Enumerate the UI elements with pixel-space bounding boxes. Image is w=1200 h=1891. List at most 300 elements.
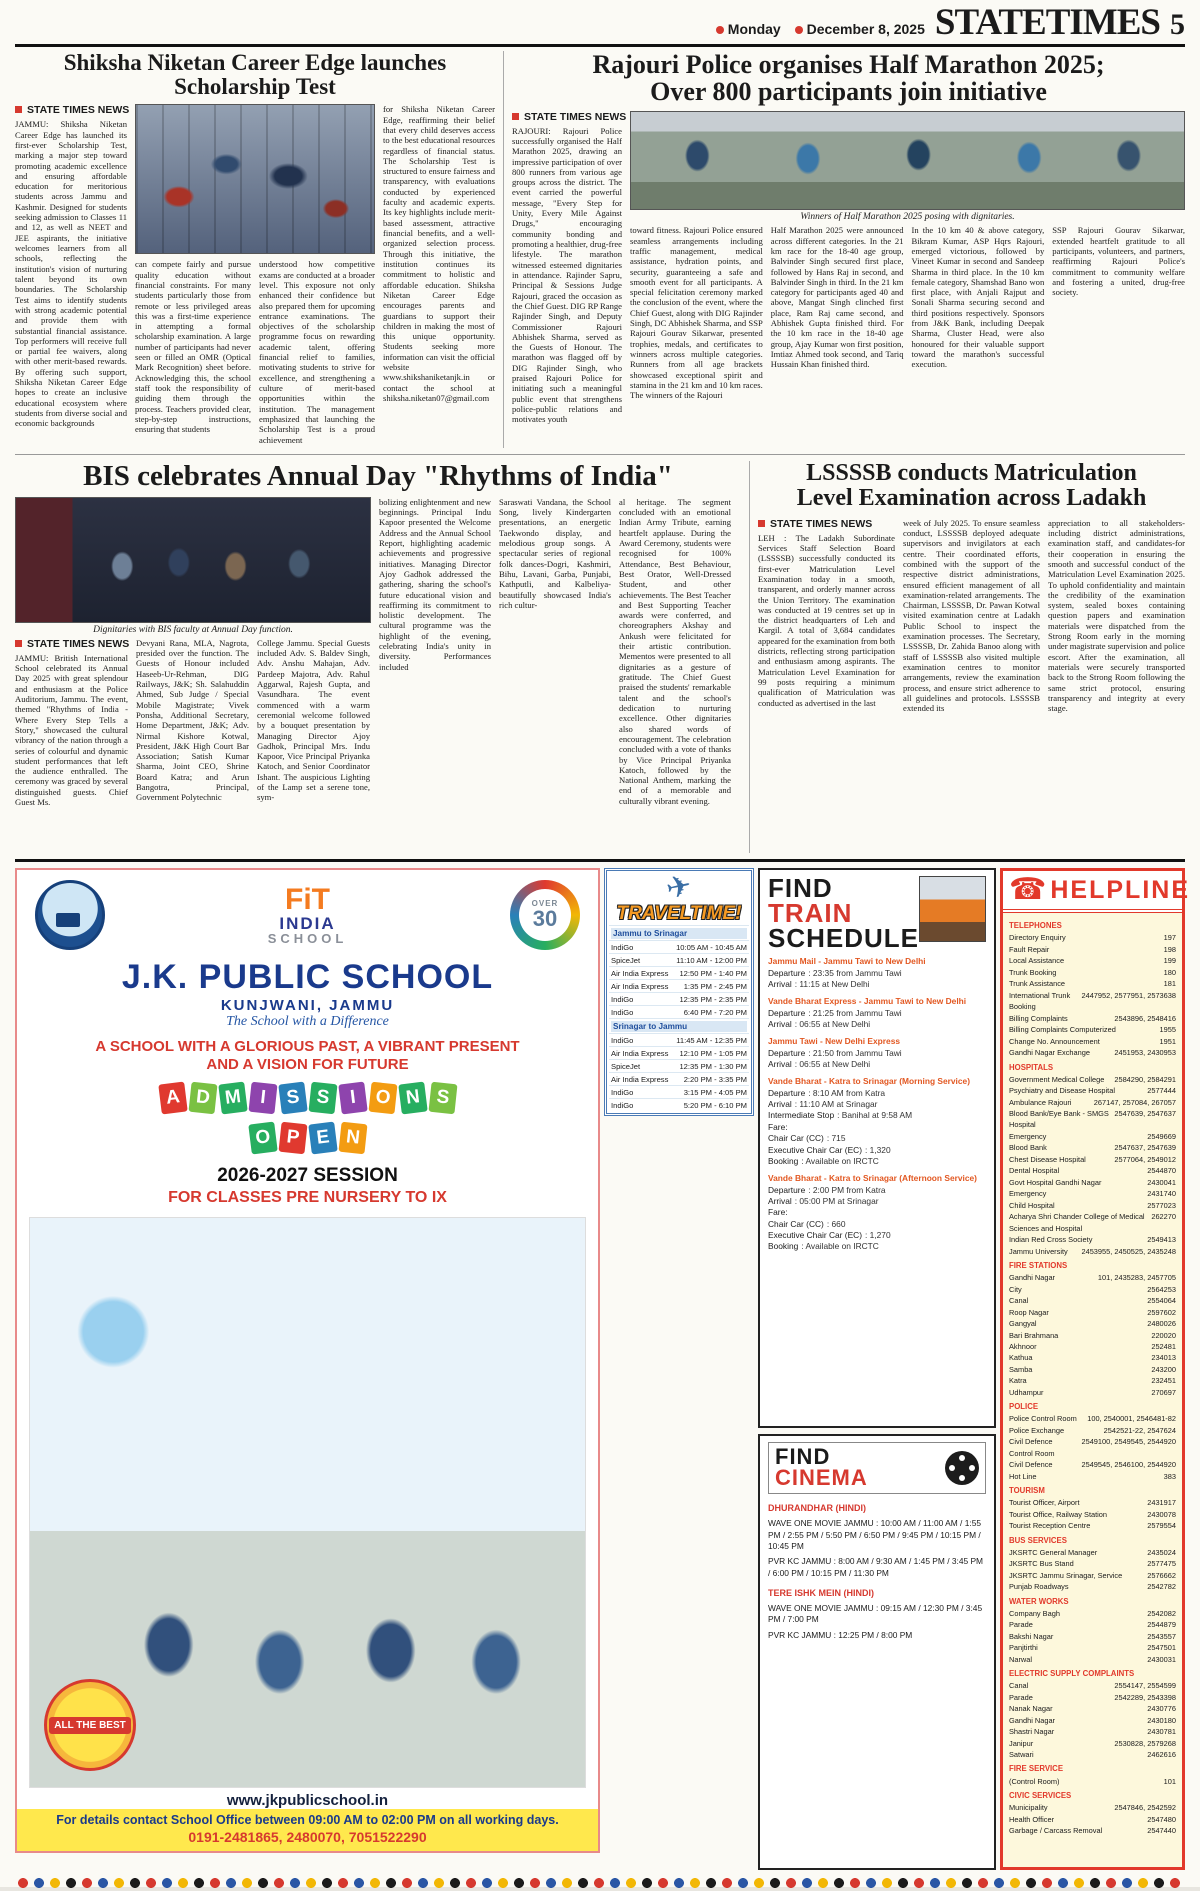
helpline-label: City <box>1009 1284 1022 1294</box>
helpline-number: 2576662 <box>1147 1570 1176 1580</box>
helpline-number: 267147, 257084, 267057 <box>1093 1097 1176 1107</box>
train-schedule-row <box>768 1088 986 1099</box>
train-schedule-row <box>768 979 986 990</box>
cinema-row <box>768 1603 986 1626</box>
helpline-label: Parade <box>1009 1692 1033 1702</box>
helpline-row <box>1009 1131 1176 1142</box>
flight-row <box>609 1033 749 1046</box>
letter-tile: M <box>218 1081 247 1114</box>
helpline-number: 2554064 <box>1147 1296 1176 1306</box>
helpline-number: 232451 <box>1151 1376 1176 1386</box>
helpline-row <box>1009 1726 1176 1737</box>
flight-time: 3:15 PM - 4:05 PM <box>683 1087 747 1097</box>
helpline-row <box>1009 1234 1176 1245</box>
flight-route-header: Jammu to Srinagar <box>611 928 747 939</box>
schedule-label: Fare: <box>768 1207 788 1218</box>
classes-text: FOR CLASSES PRE NURSERY TO IX <box>168 1188 447 1206</box>
schedule-value: : 23:35 from Jammu Tawi <box>808 967 902 978</box>
schedule-label: Fare: <box>768 1121 788 1132</box>
school-name: J.K. PUBLIC SCHOOL <box>121 958 494 997</box>
schedule-label: Departure <box>768 1087 806 1098</box>
article-text-column: can compete fairly and pursue quality education without financial constraints. For many students particularly those from remote or less privileged areas this was a first-time experience in attempting a formal scholarship examination. A large number of participants had never seen or filled an OMR (Optical Mark Recognition) sheet before. Acknowledging this, the school staff took the responsibility of guiding them through the process. Teachers provided clear, step-by-step instructions, ensuring that students <box>135 259 251 435</box>
train-schedule-list <box>768 950 986 1252</box>
helpline-label: Punjab Roadways <box>1009 1582 1069 1592</box>
train-schedule-title: FIND TRAIN SCHEDULE <box>768 873 920 953</box>
article-text-column: In the 10 km 40 & above category, Bikram Kumar, ASP Hqrs Rajouri, emerged victorious, followed by Vineet Kumar in second and Sandeep Sharma in third place. In the 10 km female category, Shamshad Bano won first place, with Anjali Rajput and Sonali Sharma securing second and third positions respectively. Sponsors from J&K Bank, including Deepak Sharma, Cluster Head, were also honoured for their valuable support toward the marathon's successful execution. <box>911 225 1045 370</box>
article-text-column: LEH : The Ladakh Subordinate Services Staff Selection Board (LSSSSB) successfully conducted its first-ever Matriculation Level Examination today in a smooth, transparent, and orderly manner across the Union Territory. The examination was conducted at 19 centres set up in the district headquarters of Leh and Kargil. A total of 3,684 candidates appeared for the examination from both districts, reflecting strong participation and enthusiasm among aspirants. The Matriculation Level Examination for 99 posts requiring a minimum qualification of Matriculation was conducted as advertised in the last <box>758 532 895 708</box>
flight-time: 11:10 AM - 12:00 PM <box>676 955 747 965</box>
flight-time: 12:35 PM - 2:35 PM <box>679 994 747 1004</box>
helpline-label: Blood Bank <box>1009 1143 1047 1153</box>
helpline-row <box>1009 1654 1176 1665</box>
helpline-row <box>1009 1307 1176 1318</box>
helpline-row <box>1009 1211 1176 1234</box>
helpline-label: Shastri Nagar <box>1009 1727 1055 1737</box>
helpline-row <box>1009 1558 1176 1569</box>
helpline-row <box>1009 1547 1176 1558</box>
helpline-section-header: ELECTRIC SUPPLY COMPLAINTS <box>1009 1669 1135 1679</box>
schedule-value: : Available on IRCTC <box>801 1155 879 1166</box>
helpline-number: 234013 <box>1151 1353 1176 1363</box>
article-text-column: RAJOURI: Rajouri Police successfully organised the Half Marathon 2025, drawing an impressive participation of over 800 runners from various age groups across the district. The event carried the powerful message, "Every Step for Unity, Every Mile Against Drugs," encouraging community bonding and promoting a healthier, drug-free lifestyle. The marathon witnessed esteemed dignitaries in attendance. Rajinder Sapru, Principal & Sessions Judge Rajouri, graced the occasion as the Chief Guest. DIG RP Range Rajinder Singh, and Deputy Commissioner Rajouri Abhishek Sharma, served as the Guests of Honour. The marathon was flagged off by DIG Rajinder Singh, who praised Rajouri Police for initiating such a meaningful public event that strengthens police-public relations and motivates youth <box>512 125 622 425</box>
schedule-value: : Banihal at 9:58 AM <box>837 1110 913 1121</box>
date-line <box>706 21 925 37</box>
helpline-number: 243200 <box>1151 1364 1176 1374</box>
flight-time: 10:05 AM - 10:45 AM <box>676 942 747 952</box>
schedule-value: : 1,270 <box>865 1229 891 1240</box>
helpline-row <box>1009 1036 1176 1047</box>
helpline-row <box>1009 1692 1176 1703</box>
helpline-label: Janipur <box>1009 1738 1034 1748</box>
airline-name: IndiGo <box>611 994 634 1004</box>
helpline-label: Local Assistance <box>1009 956 1065 966</box>
train-schedule-row <box>768 1156 986 1167</box>
helpline-number: 2447952, 2577951, 2573638 <box>1081 990 1176 1000</box>
letter-tile: S <box>428 1082 457 1115</box>
helpline-number: 2542289, 2543398 <box>1114 1692 1176 1702</box>
fit-india-logo: FiT INDIA SCHOOL <box>267 883 348 947</box>
cinema-row <box>768 1518 986 1552</box>
red-dot-icon <box>716 26 724 34</box>
headline-rajouri-line2: Over 800 participants join initiative <box>650 77 1047 107</box>
helpline-number: 2547480 <box>1147 1814 1176 1824</box>
article-text-column: toward fitness. Rajouri Police ensured seamless arrangements including traffic management, medical assistance, hydration points, and security, guaranteeing a safe and smooth event for all participants. A special felicitation ceremony marked the conclusion of the event, where the Chief Guest, along with DIG Rajinder Singh, DC Abhishek Sharma, and SSP Rajouri Gourav Sikarwar, presented trophies, medals, and certificates to winners across multiple categories. Runners from all age brackets showcased exceptional spirit and stamina in the 21 km and 10 km races. The winners of the Rajouri <box>630 225 763 401</box>
helpline-label: Change No. Announcement <box>1009 1036 1100 1046</box>
helpline-row <box>1009 1619 1176 1630</box>
train-schedule-row <box>768 1122 986 1133</box>
helpline-number: 2453955, 2450525, 2435248 <box>1081 1246 1176 1256</box>
helpline-row <box>1009 1665 1176 1680</box>
headline-rajouri-line1: Rajouri Police organises Half Marathon 2025; <box>592 50 1105 79</box>
helpline-label: Tourist Reception Centre <box>1009 1521 1091 1531</box>
letter-tile: N <box>398 1081 427 1114</box>
helpline-label: Narwal <box>1009 1654 1032 1664</box>
train-schedule-row <box>768 1019 986 1030</box>
showtimes: PVR KC JAMMU : 12:25 PM / 8:00 PM <box>768 1629 913 1640</box>
helpline-number: 2549100, 2549545, 2544920 <box>1081 1437 1176 1447</box>
marathon-group-photo <box>630 111 1185 211</box>
helpline-number: 101 <box>1163 1776 1176 1786</box>
helpline-number: 2480026 <box>1147 1319 1176 1329</box>
airline-name: IndiGo <box>611 942 634 952</box>
flight-time: 1:35 PM - 2:45 PM <box>683 981 747 991</box>
helpline-label: Indian Red Cross Society <box>1009 1235 1093 1245</box>
letter-tile: P <box>278 1122 307 1155</box>
headline-shiksha: Shiksha Niketan Career Edge launches Scholarship Test <box>63 50 447 100</box>
helpline-number: 2435024 <box>1147 1547 1176 1557</box>
date: December 8, 2025 <box>806 21 925 37</box>
helpline-label: Acharya Shri Chander College of Medical Sciences and Hospital <box>1009 1212 1145 1233</box>
airline-name: IndiGo <box>611 1100 634 1110</box>
airline-name: SpiceJet <box>611 955 641 965</box>
helpline-number: 2431917 <box>1147 1498 1176 1508</box>
flight-row <box>609 1085 749 1098</box>
helpline-label: Satwari <box>1009 1749 1034 1759</box>
helpline-number: 199 <box>1163 956 1176 966</box>
helpline-label: Psychiatry and Disease Hospital <box>1009 1086 1115 1096</box>
helpline-row <box>1009 1024 1176 1035</box>
train-schedule-row <box>768 1110 986 1121</box>
helpline-label: Nanak Nagar <box>1009 1704 1053 1714</box>
helpline-label: Ambulance Rajouri <box>1009 1097 1072 1107</box>
helpline-number: 220020 <box>1151 1330 1176 1340</box>
article-text-column: week of July 2025. To ensure seamless conduct, LSSSSB deployed adequate supervisors and invigilators at each centre. Their coordinated efforts, combined with the support of the respective district administrations, ensured efficient management of all examination-related arrangements. The Chairman, LSSSSB, Dr. Pawan Kotwal visited examination centre at Ladakh Public School to inspect the examination processes. The Secretary, LSSSSB, Dr. Zahida Banoo along with staff of LSSSSB also visited multiple examination centres to monitor arrangements, review the examination process, and ensure strict adherence to all guidelines and protocols. LSSSSB extended its <box>903 517 1040 714</box>
train-schedule-row <box>768 950 986 967</box>
helpline-number: 2549545, 2546100, 2544920 <box>1081 1460 1176 1470</box>
helpline-label: Police Exchange <box>1009 1425 1065 1435</box>
train-schedule-row <box>768 1048 986 1059</box>
helpline-label: Udhampur <box>1009 1387 1044 1397</box>
helpline-row <box>1009 1825 1176 1836</box>
headline-lssssb-line1: LSSSSB conducts Matriculation <box>806 460 1137 487</box>
helpline-label: Gandhi Nagar <box>1009 1273 1056 1283</box>
helpline-number: 2430781 <box>1147 1727 1176 1737</box>
schedule-label: Departure <box>768 967 806 978</box>
schedule-value: : 05:00 PM at Srinagar <box>794 1195 879 1206</box>
schedule-value: : 8:10 AM from Katra <box>808 1087 886 1098</box>
all-the-best-badge: ALL THE BEST <box>44 1679 136 1771</box>
helpline-label: Trunk Booking <box>1009 967 1057 977</box>
helpline-section-header: HOSPITALS <box>1009 1062 1054 1072</box>
helpline-row <box>1009 1715 1176 1726</box>
helpline-row <box>1009 1188 1176 1199</box>
article-text-column: JAMMU: Shiksha Niketan Career Edge has launched its first-ever Scholarship Test, marking a major step toward promoting academic excellence and ensuring affordable education for meritorious students across Jammu and Kashmir. Designed for students seeking admission to Classes 11 and 12, as well as NEET and JEE aspirants, the initiative welcomes learners from all schools, reflecting the institution's vision of nurturing talent beyond its own boundaries. The Scholarship Test aims to identify students with strong academic potential and provide them with substantial financial assistance. Top performers will receive full or partial fee waivers, along with other merit-based rewards. By offering such support, Shiksha Niketan Career Edge hopes to create an inclusive educational ecosystem where students from diverse social and economic backgrounds <box>15 119 127 429</box>
red-dot-icon <box>795 26 803 34</box>
jk-public-school-ad <box>15 868 600 1853</box>
helpline-number: 2542521-22, 2547624 <box>1103 1425 1176 1435</box>
helpline-number: 100, 2540001, 2546481-82 <box>1087 1414 1176 1424</box>
cinema-listings <box>768 1502 986 1641</box>
flight-route-header: Srinagar to Jammu <box>611 1021 747 1032</box>
helpline-number: 2542082 <box>1147 1608 1176 1618</box>
helpline-number: 262270 <box>1151 1212 1176 1222</box>
flight-row <box>609 953 749 966</box>
airline-name: SpiceJet <box>611 1061 641 1071</box>
train-schedule-row <box>768 1133 986 1144</box>
schedule-label: Departure <box>768 1047 806 1058</box>
helpline-row <box>1009 1284 1176 1295</box>
helpline-label: Parade <box>1009 1620 1033 1630</box>
helpline-number: 2543557 <box>1147 1631 1176 1641</box>
train-schedule-row <box>768 1099 986 1110</box>
helpline-row <box>1009 1593 1176 1608</box>
helpline-row <box>1009 1459 1176 1470</box>
airline-name: Air India Express <box>611 981 669 991</box>
helpline-row <box>1009 1471 1176 1482</box>
ad-band-divider <box>15 859 1185 862</box>
column-divider <box>503 51 504 448</box>
helpline-row <box>1009 1509 1176 1520</box>
letter-tile: A <box>158 1081 187 1114</box>
helpline-number: 2543896, 2548416 <box>1114 1013 1176 1023</box>
helpline-number: 2547637, 2547639 <box>1114 1143 1176 1153</box>
article-text-column: Saraswati Vandana, the School Song, lively Kindergarten presentations, an energetic Taekwondo display, and melodious group songs. A spectacular series of regional folk dances-Dogri, Kashmiri, Bihu, Lavani, Garba, Punjabi, Kathputli, and Kalbeliya-beautifully showcased India's rich cultur- <box>499 496 611 610</box>
helpline-label: Chest Disease Hospital <box>1009 1154 1086 1164</box>
schedule-label: Executive Chair Car (EC) <box>768 1229 863 1240</box>
contact-phones: 0191-2481865, 2480070, 7051522290 <box>188 1829 427 1846</box>
flight-time: 5:20 PM - 6:10 PM <box>683 1100 747 1110</box>
helpline-number: 2451953, 2430953 <box>1114 1048 1176 1058</box>
train-schedule-row <box>768 1219 986 1230</box>
article-bis <box>15 461 741 853</box>
helpline-section-header: WATER WORKS <box>1009 1596 1069 1606</box>
helpline-row <box>1009 1581 1176 1592</box>
helpline-section-header: CIVIC SERVICES <box>1009 1790 1072 1800</box>
cinema-box <box>758 1434 996 1870</box>
helpline-label: Hot Line <box>1009 1471 1037 1481</box>
helpline-label: Civil Defence <box>1009 1460 1053 1470</box>
helpline-row <box>1009 1398 1176 1413</box>
helpline-number: 2577064, 2549012 <box>1114 1154 1176 1164</box>
helpline-label: Jammu University <box>1009 1246 1068 1256</box>
article-text-column: al heritage. The segment concluded with an emotional Indian Army Tribute, earning heartfelt applause. During the Award Ceremony, students were recognised for 100% Attendance, Best Behaviour, Best Orator, Well-Dressed Student, and other achievements. The Best Teacher and Best Supporting Teacher awards were conferred, and choreographers Akshay and Ankush were felicitated for their artistic contribution. Mementos were presented to all dignitaries as a gesture of gratitude. The Chief Guest praised the students' remarkable talent and the school's dedication to nurturing excellence. Other dignitaries also shared words of encouragement. The celebration concluded with a vote of thanks by Vice Principal Priyanka Katoch, followed by the National Anthem, marking the end of a memorable and culturally vibrant evening. <box>619 496 731 806</box>
showtimes: WAVE ONE MOVIE JAMMU : 10:00 AM / 11:00 AM / 1:55 PM / 2:55 PM / 5:50 PM / 6:50 PM / 9:45 PM / 10:15 PM / 10:45 PM <box>768 1518 982 1551</box>
helpline-number: 2544870 <box>1147 1166 1176 1176</box>
helpline-row <box>1009 1085 1176 1096</box>
schedule-label: Chair Car (CC) <box>768 1218 824 1229</box>
article-text-column: Devyani Rana, MLA, Nagrota, presided over the function. The Guests of Honour included Haseeb-Ur-Rehman, DIG Railways, J&K; Sh. Salahuddin Ahmed, Sub Judge / Special Mobile Magistrate; Vivek Ponsha, Additional Secretary, Home Department, J&K; Adv. Nirmal Kishore Kotwal, President, J&K High Court Bar Association; Satish Kumar Sharma, Joint CEO, Shrine Board Katra; and Arun Bangotra, Principal, Government Polytechnic <box>136 637 249 803</box>
airline-name: IndiGo <box>611 1035 634 1045</box>
open-letter-tiles <box>17 1123 598 1153</box>
helpline-row <box>1009 1047 1176 1058</box>
schedule-label: Intermediate Stop <box>768 1110 835 1121</box>
schedule-label: Departure <box>768 1184 806 1195</box>
flight-time: 12:10 PM - 1:05 PM <box>679 1048 747 1058</box>
cinema-row <box>768 1556 986 1579</box>
flight-time: 6:40 PM - 7:20 PM <box>683 1007 747 1017</box>
helpline-number: 197 <box>1163 933 1176 943</box>
byline: STATE TIMES NEWS <box>758 518 895 530</box>
helpline-number: 2549413 <box>1147 1235 1176 1245</box>
schedule-label: Executive Chair Car (EC) <box>768 1144 863 1155</box>
article-text-column: for Shiksha Niketan Career Edge, reaffirming their belief that every child deserves access to the best educational resources regardless of financial status. The Scholarship Test is structured to ensure fairness and transparency, with evaluations conducted by experienced faculty and academic experts. Its key highlights include merit-based assessment, attractive financial benefits, and a well-organized selection process. Through this initiative, the institution continues its commitment to holistic and affordable education. Shiksha Niketan Career Edge encourages parents and guardians to support their children in making the most of this unique opportunity. Students seeking more information can visit the official website www.shikshaniketanjk.in or contact the school at shiksha.niketan07@gmail.com <box>383 104 495 404</box>
train-schedule-row <box>768 1241 986 1252</box>
article-text-column: College Jammu. Special Guests included Adv. S. Baldev Singh, Adv. Anshu Mahajan, Adv. Pardeep Majotra, Adv. Rahul Aggarwal, Rajesh Gupta, and Vasundhara. The event commenced with a warm ceremonial welcome followed by a bouquet presentation by Managing Director Ajoy Gadhok, Principal Mrs. Indu Kapoor, Vice Principal Priyanka Katoch, and Senior Coordinator Ishant. The auspicious Lighting of the Lamp set a serene tone, sym- <box>257 637 370 803</box>
flight-row <box>609 940 749 953</box>
schedule-value: : 660 <box>826 1218 846 1229</box>
exam-hall-photo <box>135 104 375 254</box>
photo-caption: Dignitaries with BIS faculty at Annual Day function. <box>93 624 293 635</box>
helpline-row <box>1009 1642 1176 1653</box>
helpline-label: Kathua <box>1009 1353 1033 1363</box>
train-schedule-row <box>768 1207 986 1218</box>
schedule-label: Arrival <box>768 1195 792 1206</box>
byline-bullet-icon <box>15 106 22 113</box>
flight-row <box>609 1005 749 1018</box>
helpline-row <box>1009 1074 1176 1085</box>
train-schedule-row <box>768 1185 986 1196</box>
helpline-row <box>1009 1142 1176 1153</box>
article-lssssb <box>758 461 1185 853</box>
helpline-section-header: TELEPHONES <box>1009 921 1062 931</box>
helpline-row <box>1009 1318 1176 1329</box>
helpline-row <box>1009 978 1176 989</box>
helpline-row <box>1009 1413 1176 1424</box>
photo-caption: Winners of Half Marathon 2025 posing with dignitaries. <box>800 212 1015 223</box>
letter-tile: O <box>248 1121 277 1154</box>
helpline-number: 2431740 <box>1147 1189 1176 1199</box>
letter-tile: E <box>308 1121 337 1154</box>
helpline-number: 383 <box>1163 1471 1176 1481</box>
flight-row <box>609 1072 749 1085</box>
schedule-label: Booking <box>768 1241 799 1252</box>
helpline-row <box>1009 1352 1176 1363</box>
helpline-row <box>1009 1295 1176 1306</box>
helpline-number: 101, 2435283, 2457705 <box>1097 1273 1176 1283</box>
helpline-row <box>1009 932 1176 943</box>
train-name-header: Jammu Tawi - New Delhi Express <box>768 1036 901 1047</box>
byline-bullet-icon <box>15 640 22 647</box>
school-location: KUNJWANI, JAMMU <box>220 997 395 1015</box>
train-name-header: Vande Bharat - Katra to Srinagar (Afternoon Service) <box>768 1173 977 1184</box>
helpline-section-header: TOURISM <box>1009 1486 1045 1496</box>
helpline-label: Roop Nagar <box>1009 1307 1049 1317</box>
schedule-value: : 11:15 at New Delhi <box>794 979 870 990</box>
helpline-label: Health Officer <box>1009 1814 1055 1824</box>
helpline-number: 2549669 <box>1147 1131 1176 1141</box>
admissions-letter-tiles <box>17 1083 598 1113</box>
helpline-row <box>1009 1165 1176 1176</box>
helpline-number: 2577444 <box>1147 1086 1176 1096</box>
helpline-row <box>1009 955 1176 966</box>
helpline-number: 2430041 <box>1147 1177 1176 1187</box>
letter-tile: I <box>248 1082 277 1115</box>
traveltime-flight-schedule <box>604 868 754 1116</box>
helpline-row <box>1009 1776 1176 1787</box>
helpline-label: Emergency <box>1009 1189 1047 1199</box>
showtimes: PVR KC JAMMU : 8:00 AM / 9:30 AM / 1:45 PM / 3:45 PM / 6:00 PM / 10:15 PM / 11:30 PM <box>768 1556 984 1578</box>
helpline-label: Bari Brahmana <box>1009 1330 1059 1340</box>
helpline-label: Canal <box>1009 1296 1029 1306</box>
article-text-column: understood how competitive exams are conducted at a broader level. This exposure not only enhanced their confidence but also prepared them for upcoming entrance examinations. The objectives of the scholarship programme focus on rewarding academic talent, offering financial relief to families, motivating students to strive for excellence, and strengthening a culture of merit-based opportunities within the institution. The management emphasized that launching the Scholarship Test is a proud achievement <box>259 259 375 445</box>
letter-tile: O <box>368 1082 397 1115</box>
byline: STATE TIMES NEWS <box>15 638 128 650</box>
helpline-label: Panjtirthi <box>1009 1643 1038 1653</box>
school-tagline: The School with a Difference <box>226 1014 389 1030</box>
helpline-label: Police Control Room <box>1009 1414 1077 1424</box>
helpline-number: 181 <box>1163 979 1176 989</box>
helpline-number: 2430180 <box>1147 1715 1176 1725</box>
weekday: Monday <box>727 21 781 37</box>
helpline-row <box>1009 1387 1176 1398</box>
article-text-column: appreciation to all stakeholders-including district administrations, examination staff, and candidates-for their cooperation in ensuring the smooth and successful conduct of the Matriculation Level Examination 2025. To uphold confidentiality and maintain the credibility of the examination system, sealed boxes containing question papers and examination materials were dispatched from the Strong Room early in the morning under magistrate supervision and police escort. After the examination, all materials were securely transported back to the Strong Room following the same strict protocol, ensuring transparency and integrity at every stage. <box>1048 517 1185 714</box>
airline-name: Air India Express <box>611 1048 669 1058</box>
masthead <box>15 2 1185 47</box>
headline-bis: BIS celebrates Annual Day "Rhythms of India" <box>83 460 673 493</box>
school-crest-icon <box>35 880 105 950</box>
flight-time: 12:35 PM - 1:30 PM <box>679 1061 747 1071</box>
helpline-row <box>1009 1330 1176 1341</box>
airline-name: Air India Express <box>611 1074 669 1084</box>
helpline-row <box>1009 990 1176 1013</box>
helpline-row <box>1009 1257 1176 1272</box>
byline-bullet-icon <box>758 520 765 527</box>
helpline-row <box>1009 1703 1176 1714</box>
train-schedule-row <box>768 1030 986 1047</box>
helpline-row <box>1009 1436 1176 1459</box>
train-schedule-row <box>768 1230 986 1241</box>
train-name-header: Vande Bharat Express - Jammu Tawi to New Delhi <box>768 996 967 1007</box>
helpline-row <box>1009 1532 1176 1547</box>
helpline-label: Civil Defence Control Room <box>1009 1437 1055 1458</box>
helpline-label: Samba <box>1009 1364 1033 1374</box>
byline-bullet-icon <box>512 113 519 120</box>
flight-row <box>609 1059 749 1072</box>
airplane-icon: ✈ <box>663 869 695 907</box>
helpline-label: (Control Room) <box>1009 1776 1060 1786</box>
flight-row <box>609 979 749 992</box>
train-name-header: Jammu Mail - Jammu Tawi to New Delhi <box>768 956 926 967</box>
article-shiksha <box>15 51 495 448</box>
train-name-header: Vande Bharat - Katra to Srinagar (Morning Service) <box>768 1076 970 1087</box>
helpline-number: 198 <box>1163 944 1176 954</box>
letter-tile: N <box>338 1122 367 1155</box>
helpline-number: 2577475 <box>1147 1559 1176 1569</box>
article-text-column: SSP Rajouri Gourav Sikarwar, extended heartfelt gratitude to all participants, volunteers, and partners, reaffirming Rajouri Police's commitment to community welfare and fostering a united, drug-free society. <box>1052 225 1185 298</box>
paper-title: STATETIMES <box>934 2 1160 43</box>
helpline-label: Bakshi Nagar <box>1009 1631 1054 1641</box>
page-number: 5 <box>1170 8 1185 41</box>
helpline-label: JKSRTC Bus Stand <box>1009 1559 1074 1569</box>
helpline-label: Directory Enquiry <box>1009 933 1066 943</box>
helpline-number: 2554147, 2554599 <box>1114 1681 1176 1691</box>
helpline-label: Billing Complaints <box>1009 1013 1068 1023</box>
flight-time: 11:45 AM - 12:35 PM <box>676 1035 747 1045</box>
school-website: www.jkpublicschool.in <box>226 1792 389 1810</box>
helpline-number: 180 <box>1163 967 1176 977</box>
helpline-row <box>1009 1425 1176 1436</box>
letter-tile: I <box>338 1081 367 1114</box>
helpline-row <box>1009 1364 1176 1375</box>
helpline-section-header: FIRE STATIONS <box>1009 1261 1068 1271</box>
article-text-column: bolizing enlightenment and new beginnings. Principal Indu Kapoor presented the Welcome Address and the Annual School Report, highlighting academic achievements and progressive initiatives. Managing Director Ajoy Gadhok addressed the gathering, sharing the school's future educational vision and reaffirming its commitment to holistic development. The cultural programme was the highlight of the evening, celebrating India's unity in diversity. Performances included <box>379 496 491 672</box>
schedule-value: : 21:50 from Jammu Tawi <box>808 1047 902 1058</box>
train-schedule-row <box>768 968 986 979</box>
airline-name: Air India Express <box>611 968 669 978</box>
telephone-icon: ☎ <box>1009 873 1047 907</box>
helpline-number: 2584290, 2584291 <box>1114 1074 1176 1084</box>
schedule-label: Booking <box>768 1155 799 1166</box>
helpline-number: 2547440 <box>1147 1826 1176 1835</box>
ad-slogan: A SCHOOL WITH A GLORIOUS PAST, A VIBRANT PRESENT AND A VISION FOR FUTURE <box>95 1038 520 1073</box>
column-divider <box>749 461 750 853</box>
helpline-number: 2544879 <box>1147 1620 1176 1630</box>
helpline-label: International Trunk Booking <box>1009 990 1071 1012</box>
helpline-number: 2530828, 2579268 <box>1114 1738 1176 1748</box>
helpline-row <box>1009 1272 1176 1283</box>
session-text: 2026-2027 SESSION <box>217 1164 398 1186</box>
helpline-list <box>1003 913 1182 1840</box>
